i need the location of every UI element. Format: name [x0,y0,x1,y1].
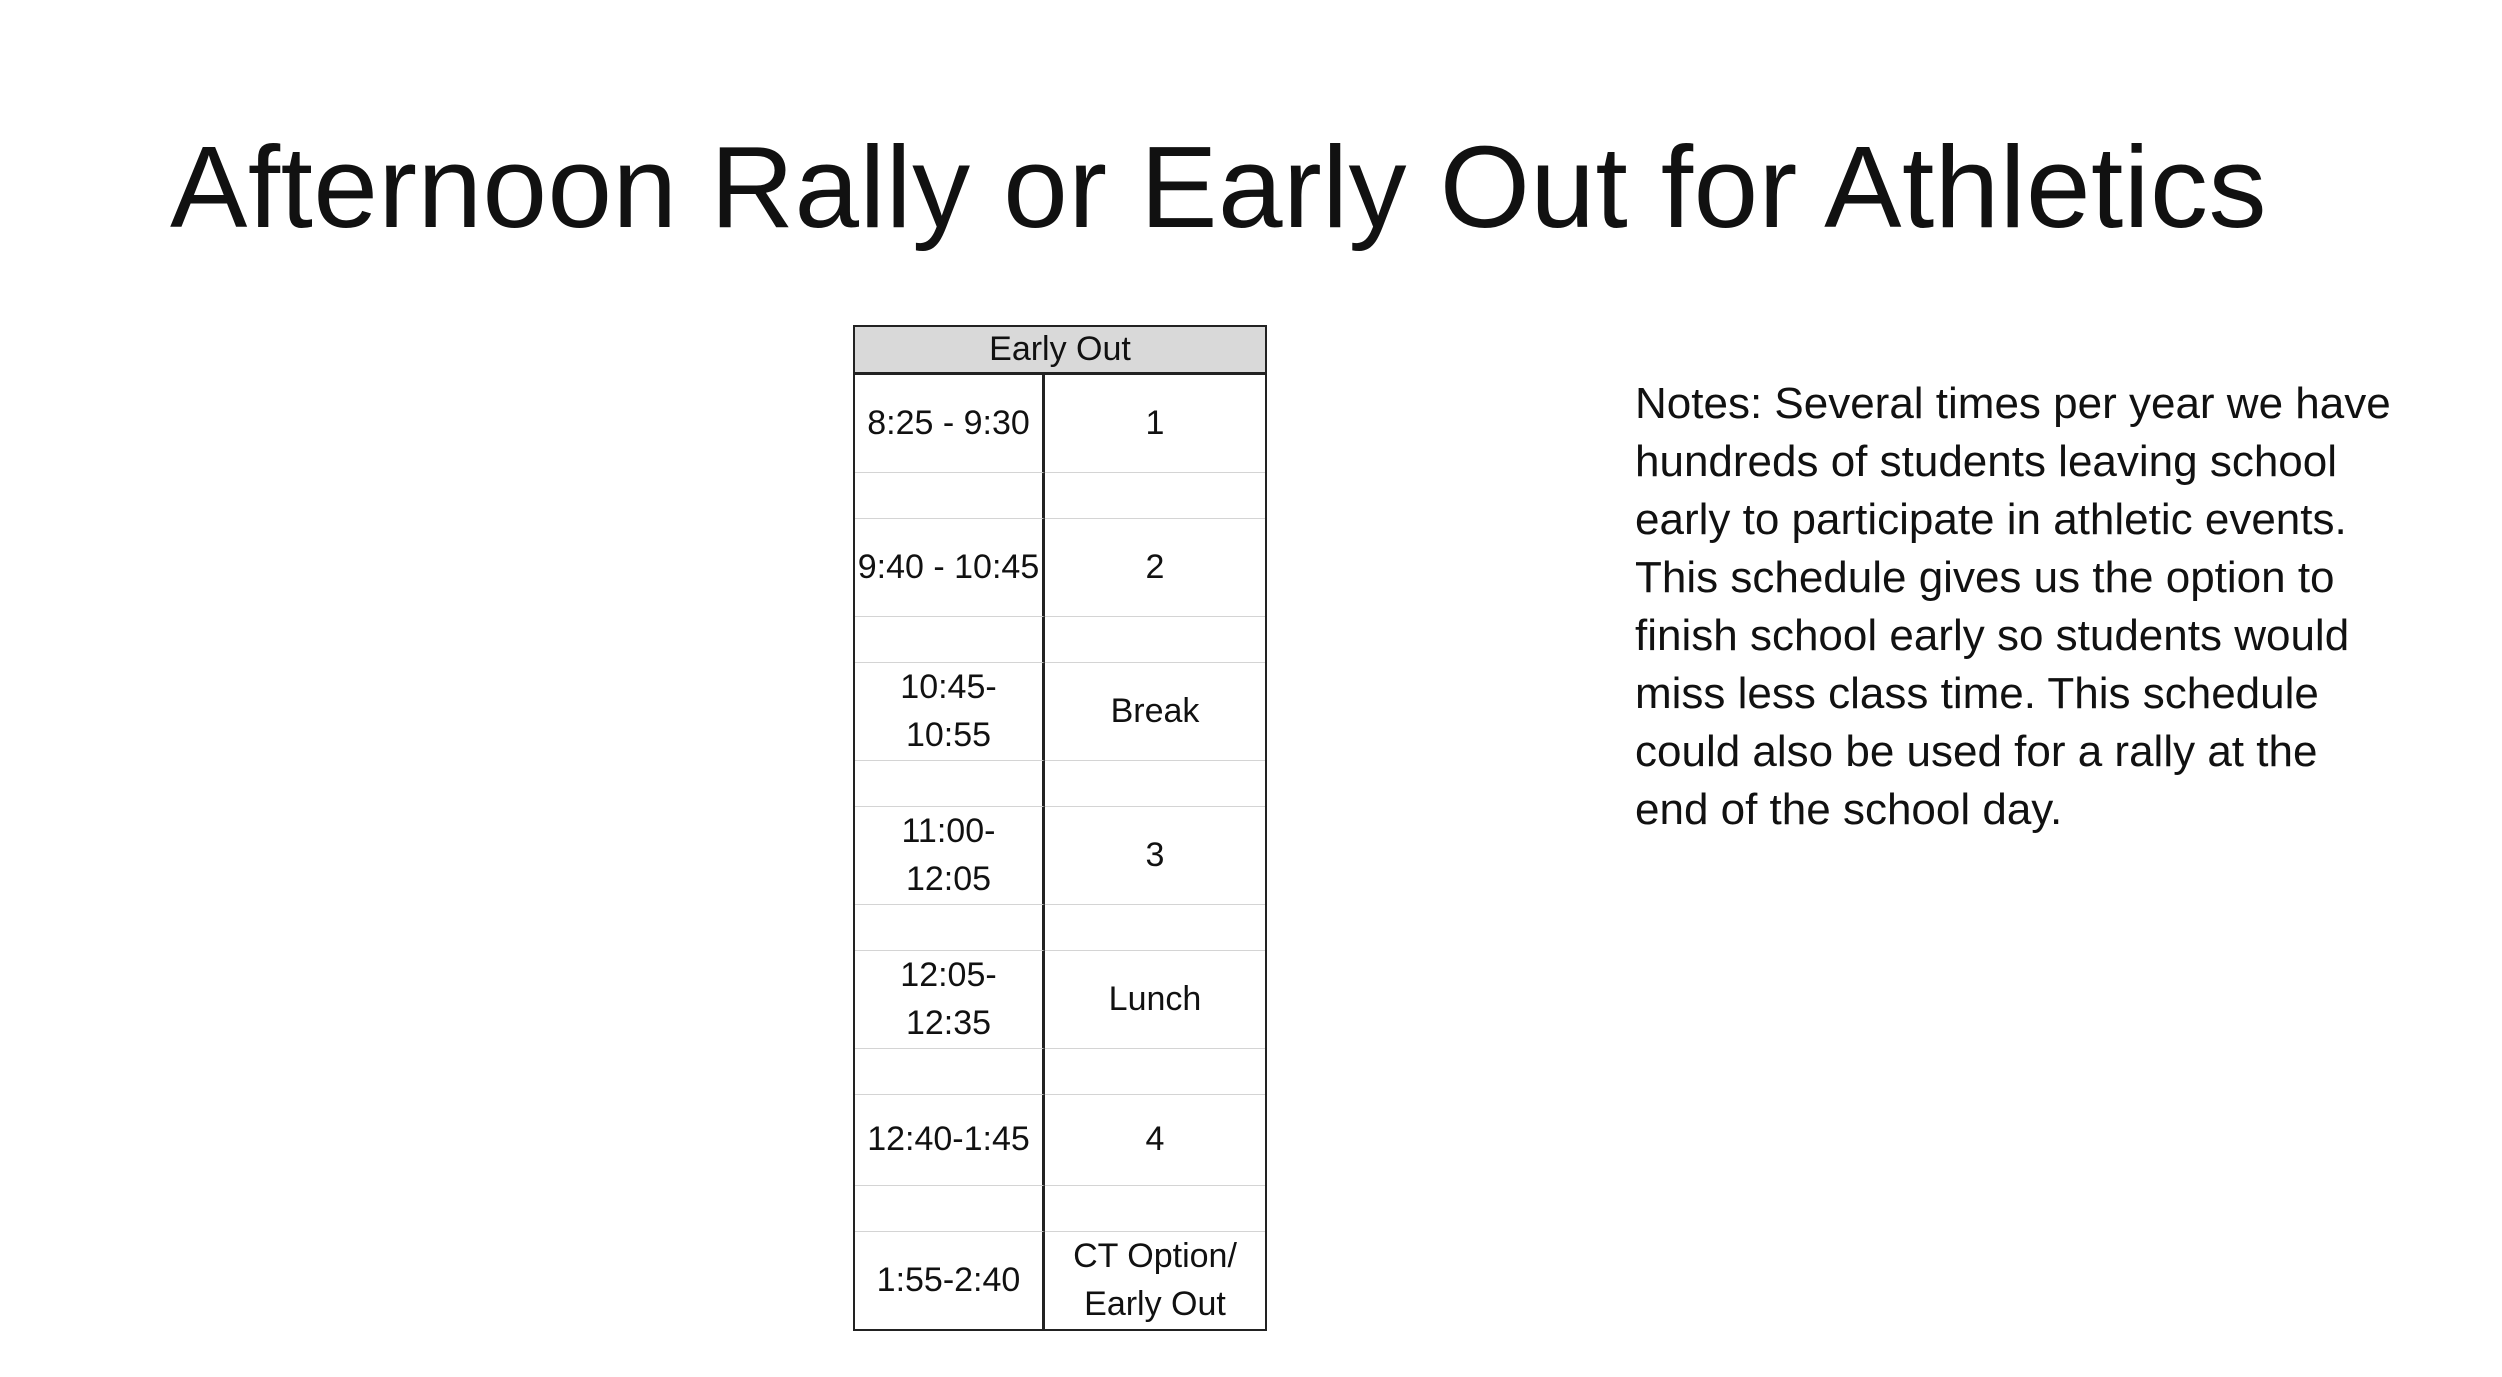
notes-text: Notes: Several times per year we have hundreds of students leaving school early to participate in athletic events. This schedule gives us the option to finish school early so students would miss less class time. This schedule could also be used for a rally at the end of the school day. [1635,379,2391,834]
schedule-row [855,951,1265,1048]
spacer-cell [855,904,1045,951]
time-cell [855,375,1045,472]
period-text: 2 [1145,547,1165,586]
period-text: 1 [1145,403,1165,442]
time-cell [855,807,1045,904]
schedule-header: Early Out [855,327,1265,375]
spacer-cell [855,1048,1045,1095]
spacer-row [855,1185,1265,1232]
time-cell [855,1232,1045,1329]
period-text: 3 [1145,835,1165,874]
period-cell [1045,807,1265,904]
period-text: 4 [1145,1120,1165,1159]
time-text: 8:25 - 9:30 [867,403,1030,442]
time-text: 10:45- 10:55 [900,667,997,754]
schedule-row [855,1095,1265,1185]
schedule-row [855,663,1265,760]
period-text: Lunch [1108,979,1202,1018]
spacer-cell [1045,616,1265,663]
spacer-row [855,616,1265,663]
spacer-row [855,760,1265,807]
schedule-row [855,519,1265,616]
time-text: 12:05- 12:35 [900,955,997,1042]
period-cell [1045,1095,1265,1185]
period-text: CT Option/ Early Out [1073,1236,1237,1323]
period-cell [1045,519,1265,616]
time-cell [855,951,1045,1048]
period-cell [1045,951,1265,1048]
time-cell [855,663,1045,760]
spacer-cell [855,1185,1045,1232]
spacer-cell [1045,760,1265,807]
spacer-cell [855,472,1045,519]
schedule-row [855,375,1265,472]
period-cell [1045,663,1265,760]
spacer-cell [1045,1048,1265,1095]
spacer-cell [1045,904,1265,951]
time-text: 1:55-2:40 [876,1260,1021,1299]
schedule-row [855,807,1265,904]
spacer-cell [855,760,1045,807]
time-text: 11:00- 12:05 [901,811,996,898]
slide-title: Afternoon Rally or Early Out for Athletics [170,122,2267,252]
spacer-row [855,472,1265,519]
time-cell [855,1095,1045,1185]
spacer-cell [1045,472,1265,519]
spacer-cell [1045,1185,1265,1232]
period-text: Break [1110,691,1200,730]
period-cell [1045,375,1265,472]
time-cell [855,519,1045,616]
period-cell [1045,1232,1265,1329]
schedule-table [853,325,1267,1331]
time-text: 9:40 - 10:45 [857,547,1040,586]
schedule-row [855,1232,1265,1329]
time-text: 12:40-1:45 [867,1120,1030,1159]
spacer-cell [855,616,1045,663]
spacer-row [855,904,1265,951]
spacer-row [855,1048,1265,1095]
